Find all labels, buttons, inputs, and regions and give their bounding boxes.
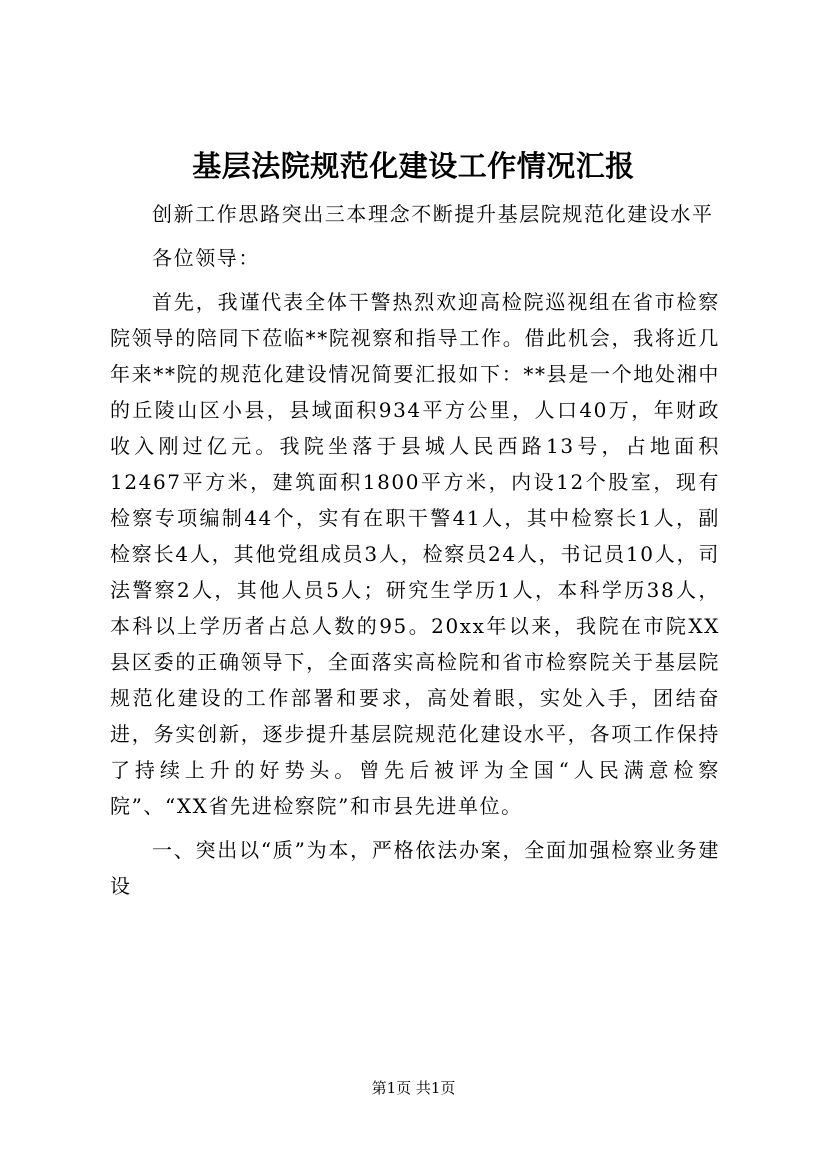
subtitle-paragraph: 创新工作思路突出三本理念不断提升基层院规范化建设水平: [152, 202, 714, 226]
page-footer: 第1页 共1页: [371, 1079, 456, 1097]
salutation-paragraph: 各位领导：: [152, 246, 260, 270]
document-body: [110, 196, 720, 912]
document-title: 基层法院规范化建设工作情况汇报: [192, 149, 635, 183]
body-paragraph: 首先，我谨代表全体干警热烈欢迎高检院巡视组在省市检察院领导的陪同下莅临**院视察和指导工作。借此机会，我将近几年来**院的规范化建设情况简要汇报如下：**县是一个地处湘中的丘陵山区小县，县域面积934平方公里，人口40万，年财政收入刚过亿元。我院坐落于县城人民西路13号，占地面积12467平方米，建筑面积1800平方米，内设12个股室，现有检察专项编制44个，实有在职干警41人，其中检察长1人，副检察长4人，其他党组成员3人，检察员24人，书记员10人，司法警察2人，其他人员5人；研究生学历1人，本科学历38人，本科以上学历者占总人数的95。20xx年以来，我院在市院XX县区委的正确领导下，全面落实高检院和省市检察院关于基层院规范化建设的工作部署和要求，高处着眼，实处入手，团结奋进，务实创新，逐步提升基层院规范化建设水平，各项工作保持了持续上升的好势头。曾先后被评为全国“人民满意检察院”、“XX省先进检察院”和市县先进单位。: [110, 290, 720, 818]
section-heading-paragraph: 一、突出以“质”为本，严格依法办案，全面加强检察业务建设: [110, 838, 720, 898]
